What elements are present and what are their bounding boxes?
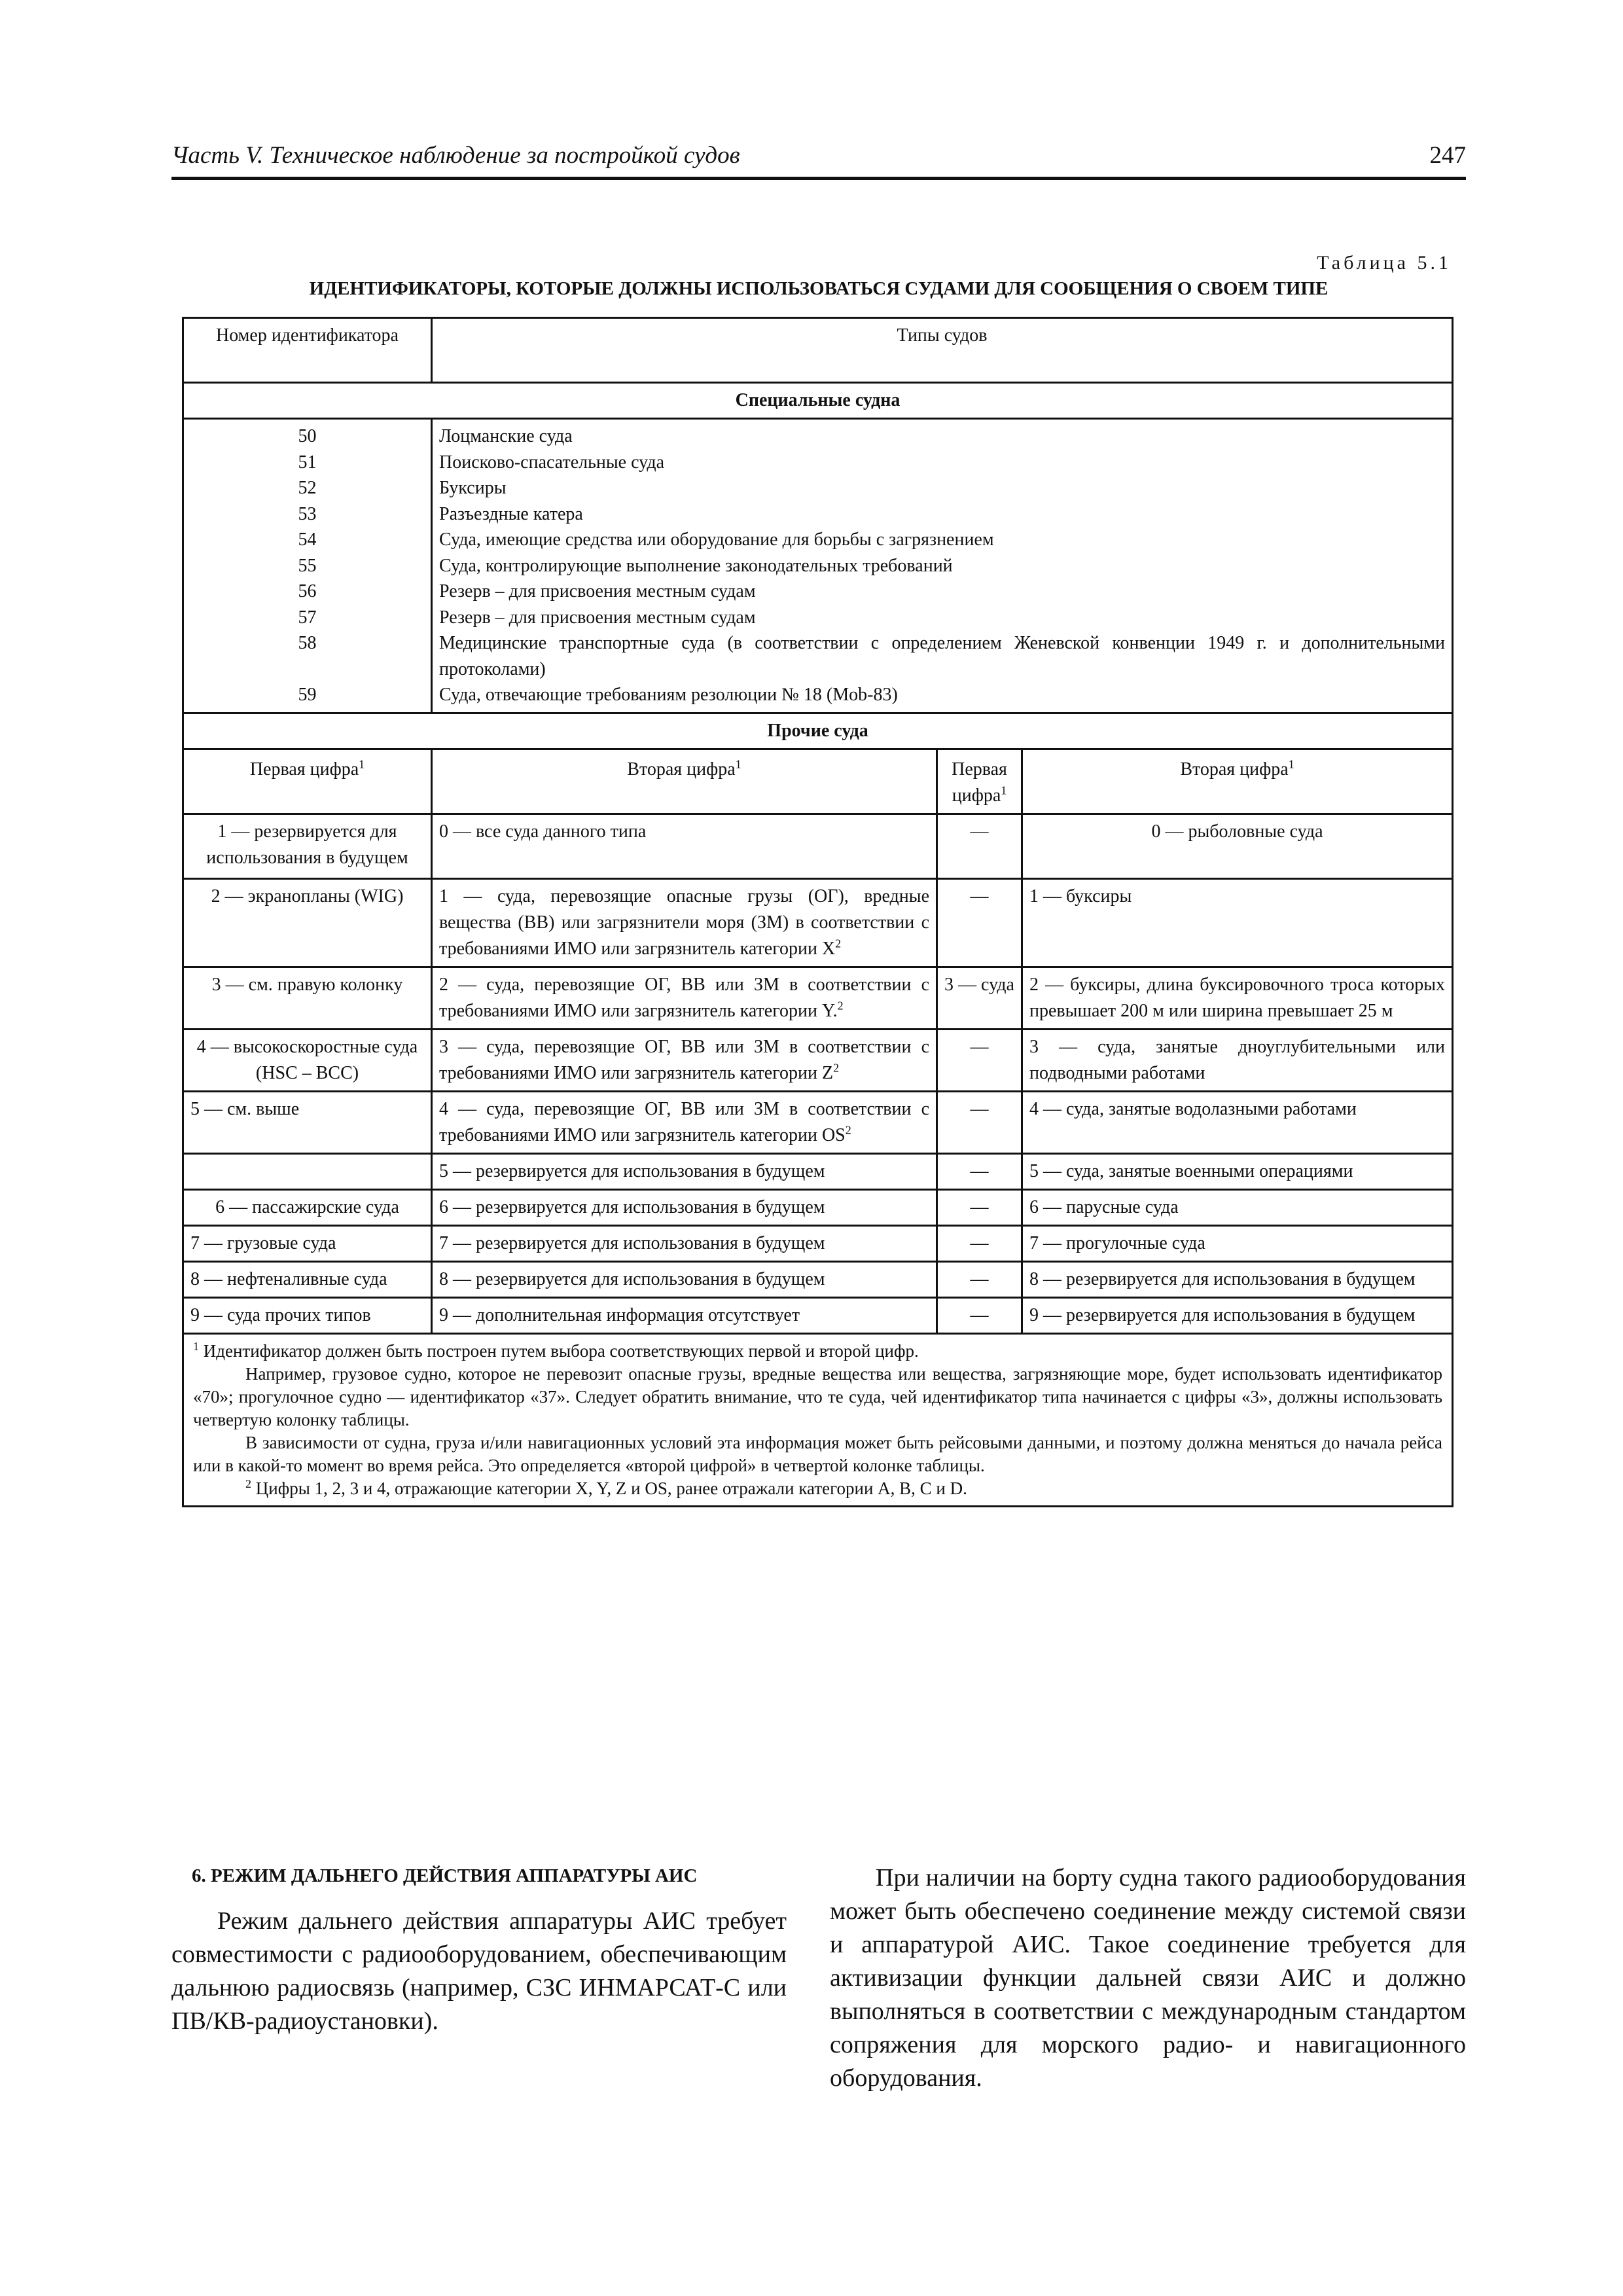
other-header-row xyxy=(183,749,1453,814)
special-type: Разъездные катера xyxy=(439,503,583,524)
table-row xyxy=(183,1153,1453,1189)
first-digit-cell: 4 — высокоскоростные суда (HSC – ВСС) xyxy=(183,1029,432,1091)
header-label: Первая цифра xyxy=(952,759,1007,806)
table-row xyxy=(183,1261,1453,1297)
other-section-title: Прочие суда xyxy=(183,713,1453,749)
note-paragraph: Например, грузовое судно, которое не перевозит опасные грузы, вредные вещества или вещества, загрязняющие море, будет использовать идентификатор «70»; прогулочное судно — идентификатор «37». Следует обратить внимание, что те суда, чей идентификатор типа начинается с цифры «3», должны использовать четвертую колонку таблицы. xyxy=(193,1363,1443,1429)
table-title: ИДЕНТИФИКАТОРЫ, КОТОРЫЕ ДОЛЖНЫ ИСПОЛЬЗОВАТЬСЯ СУДАМИ ДЛЯ СООБЩЕНИЯ О СВОЕМ ТИПЕ xyxy=(309,278,1329,299)
special-type: Резерв – для присвоения местным судам xyxy=(439,607,756,628)
header-label: Первая цифра xyxy=(249,759,359,780)
running-header-title: Часть V. Техническое наблюдение за постройкой судов xyxy=(171,142,740,169)
second-digit-text: 4 — суда, перевозящие ОГ, ВВ или ЗМ в соответствии с требованиями ИМО или загрязнитель категории OS xyxy=(439,1098,929,1145)
other-section-row xyxy=(183,713,1453,749)
note-paragraph: В зависимости от судна, груза и/или навигационных условий эта информация может быть рейсовыми данными, и поэтому должна меняться до начала рейса или в какой-то момент во время рейса. Это определяется «второй цифрой» в четвертой колонке таблицы. xyxy=(193,1432,1443,1475)
second-digit-cell xyxy=(432,1029,937,1091)
second-digit-cell xyxy=(432,1297,937,1333)
second-digit-cell xyxy=(432,878,937,967)
footnote-1-text: Идентификатор должен быть построен путем выбора соответствующих первой и второй цифр. xyxy=(203,1340,919,1361)
first-digit-header-right xyxy=(937,749,1022,814)
table-row xyxy=(183,1091,1453,1153)
left-paragraph: Режим дальнего действия аппаратуры АИС требует совместимости с радиооборудованием, обеспечивающим дальнюю радиосвязь (например, СЗС ИНМАРСАТ-С или ПВ/КВ-радиоустановки). xyxy=(171,1907,787,2035)
second-digit-text: 1 — суда, перевозящие опасные грузы (ОГ), вредные вещества (ВВ) или загрязнители моря (ЗМ) в соответствии с требованиями ИМО или загрязнитель категории X xyxy=(439,886,929,959)
footnote-2-text: Цифры 1, 2, 3 и 4, отражающие категории X, Y, Z и OS, ранее отражали категории A, B, C и D. xyxy=(255,1478,967,1498)
special-section-title: Специальные судна xyxy=(183,383,1453,419)
first-digit-cell: 9 — суда прочих типов xyxy=(183,1297,432,1333)
second-digit-right-cell: 8 — резервируется для использования в будущем xyxy=(1022,1261,1453,1297)
table-row xyxy=(183,814,1453,878)
special-list-row xyxy=(183,419,1453,713)
special-type: Суда, отвечающие требованиям резолюции № 18 (Mob-83) xyxy=(439,685,898,705)
special-code: 56 xyxy=(298,581,317,601)
second-digit-text: 6 — резервируется для использования в будущем xyxy=(439,1196,825,1217)
second-digit-right-cell: 1 — буксиры xyxy=(1022,878,1453,967)
first-digit-right-cell: — xyxy=(937,1091,1022,1153)
special-type: Медицинские транспортные суда (в соответствии с определением Женевской конвенции 1949 г. и дополнительными протоколами) xyxy=(439,633,1446,679)
second-digit-right-cell: 6 — парусные суда xyxy=(1022,1189,1453,1225)
second-digit-right-cell: 7 — прогулочные суда xyxy=(1022,1225,1453,1261)
ship-type-identifiers-table xyxy=(182,317,1454,1507)
special-code: 58 xyxy=(298,633,317,653)
second-digit-right-cell: 5 — суда, занятые военными операциями xyxy=(1022,1153,1453,1189)
table-header-row xyxy=(183,318,1453,383)
footnote-2 xyxy=(193,1477,1442,1500)
first-digit-cell: 3 — см. правую колонку xyxy=(183,967,432,1029)
footnote-mark: 1 xyxy=(1288,757,1294,771)
second-digit-right-cell: 0 — рыболовные суда xyxy=(1022,814,1453,878)
running-header xyxy=(171,137,1466,180)
footnote-mark: 2 xyxy=(837,999,844,1013)
second-digit-right-cell: 4 — суда, занятые водолазными работами xyxy=(1022,1091,1453,1153)
special-type: Буксиры xyxy=(439,478,507,498)
right-paragraph: При наличии на борту судна такого радиооборудования может быть обеспечено соединение между системой связи и аппаратурой АИС. Такое соединение требуется для активизации функции дальней связи АИС и должно выполняться в соответствии с международным стандартом сопряжения для морского радио- и навигационного оборудования. xyxy=(830,1864,1466,2092)
second-digit-text: 7 — резервируется для использования в будущем xyxy=(439,1232,825,1253)
table-row xyxy=(183,1297,1453,1333)
special-type: Резерв – для присвоения местным судам xyxy=(439,581,756,601)
footnote-mark: 2 xyxy=(245,1477,251,1490)
second-digit-right-cell: 2 — буксиры, длина буксировочного троса которых превышает 200 м или ширина превышает 25 м xyxy=(1022,967,1453,1029)
first-digit-cell: 6 — пассажирские суда xyxy=(183,1189,432,1225)
footnote-mark: 1 xyxy=(735,757,741,771)
first-digit-cell: 1 — резервируется для использования в будущем xyxy=(183,814,432,878)
special-type: Суда, контролирующие выполнение законодательных требований xyxy=(439,555,953,576)
second-digit-cell xyxy=(432,1225,937,1261)
second-digit-text: 0 — все суда данного типа xyxy=(439,821,647,842)
special-code: 53 xyxy=(298,503,317,524)
footnote-mark: 2 xyxy=(835,937,842,950)
first-digit-right-cell: — xyxy=(937,1029,1022,1091)
first-digit-right-cell: — xyxy=(937,1297,1022,1333)
section-heading: 6. РЕЖИМ ДАЛЬНЕГО ДЕЙСТВИЯ АППАРАТУРЫ АИС xyxy=(192,1865,698,1886)
first-digit-cell: 7 — грузовые суда xyxy=(183,1225,432,1261)
first-digit-right-cell: 3 — суда xyxy=(937,967,1022,1029)
second-digit-cell xyxy=(432,1153,937,1189)
notes-row xyxy=(183,1333,1453,1506)
first-digit-right-cell: — xyxy=(937,1189,1022,1225)
first-digit-right-cell: — xyxy=(937,1225,1022,1261)
special-code: 54 xyxy=(298,529,317,550)
table-row xyxy=(183,878,1453,967)
second-digit-text: 3 — суда, перевозящие ОГ, ВВ или ЗМ в соответствии с требованиями ИМО или загрязнитель категории Z xyxy=(439,1036,929,1083)
footnote-mark: 1 xyxy=(1001,783,1007,797)
footnote-mark: 1 xyxy=(359,757,365,771)
first-digit-cell: 8 — нефтеналивные суда xyxy=(183,1261,432,1297)
special-types-cell xyxy=(432,419,1453,713)
table-notes xyxy=(183,1333,1453,1506)
special-code: 57 xyxy=(298,607,317,628)
special-code: 50 xyxy=(298,426,317,446)
table-row xyxy=(183,967,1453,1029)
first-digit-cell: 2 — экранопланы (WIG) xyxy=(183,878,432,967)
header-label: Вторая цифра xyxy=(627,759,736,780)
id-column-header: Номер идентификатора xyxy=(183,318,432,383)
table-row xyxy=(183,1029,1453,1091)
second-digit-cell xyxy=(432,1091,937,1153)
special-type: Поисково-спасательные суда xyxy=(439,452,665,473)
table-row xyxy=(183,1189,1453,1225)
page-number: 247 xyxy=(1429,142,1466,169)
header-label: Вторая цифра xyxy=(1180,759,1289,780)
second-digit-cell xyxy=(432,1261,937,1297)
second-digit-text: 9 — дополнительная информация отсутствует xyxy=(439,1304,800,1325)
second-digit-cell xyxy=(432,1189,937,1225)
left-column xyxy=(171,1905,787,2038)
second-digit-text: 2 — суда, перевозящие ОГ, ВВ или ЗМ в соответствии с требованиями ИМО или загрязнитель категории Y. xyxy=(439,974,929,1021)
first-digit-right-cell: — xyxy=(937,814,1022,878)
special-type: Лоцманские суда xyxy=(439,426,573,446)
table-row xyxy=(183,1225,1453,1261)
table-caption: Таблица 5.1 xyxy=(1317,252,1452,274)
right-column xyxy=(830,1861,1466,2095)
special-code: 55 xyxy=(298,555,317,576)
footnote-mark: 2 xyxy=(833,1061,840,1075)
special-code: 52 xyxy=(298,478,317,498)
special-code: 51 xyxy=(298,452,317,473)
first-digit-cell xyxy=(183,1153,432,1189)
second-digit-cell xyxy=(432,814,937,878)
second-digit-text: 5 — резервируется для использования в будущем xyxy=(439,1160,825,1181)
second-digit-text: 8 — резервируется для использования в будущем xyxy=(439,1268,825,1289)
second-digit-right-cell: 3 — суда, занятые дноуглубительными или подводными работами xyxy=(1022,1029,1453,1091)
first-digit-right-cell: — xyxy=(937,1153,1022,1189)
second-digit-header-right xyxy=(1022,749,1453,814)
types-column-header: Типы судов xyxy=(432,318,1453,383)
second-digit-right-cell: 9 — резервируется для использования в будущем xyxy=(1022,1297,1453,1333)
first-digit-header xyxy=(183,749,432,814)
special-type: Суда, имеющие средства или оборудование для борьбы с загрязнением xyxy=(439,529,994,550)
second-digit-header xyxy=(432,749,937,814)
footnote-mark: 2 xyxy=(845,1123,851,1137)
first-digit-right-cell: — xyxy=(937,878,1022,967)
first-digit-cell: 5 — см. выше xyxy=(183,1091,432,1153)
special-code: 59 xyxy=(298,685,317,705)
special-codes-cell xyxy=(183,419,432,713)
special-section-row xyxy=(183,383,1453,419)
first-digit-right-cell: — xyxy=(937,1261,1022,1297)
second-digit-cell xyxy=(432,967,937,1029)
footnote-mark: 1 xyxy=(193,1339,199,1353)
footnote-1 xyxy=(193,1340,1442,1363)
